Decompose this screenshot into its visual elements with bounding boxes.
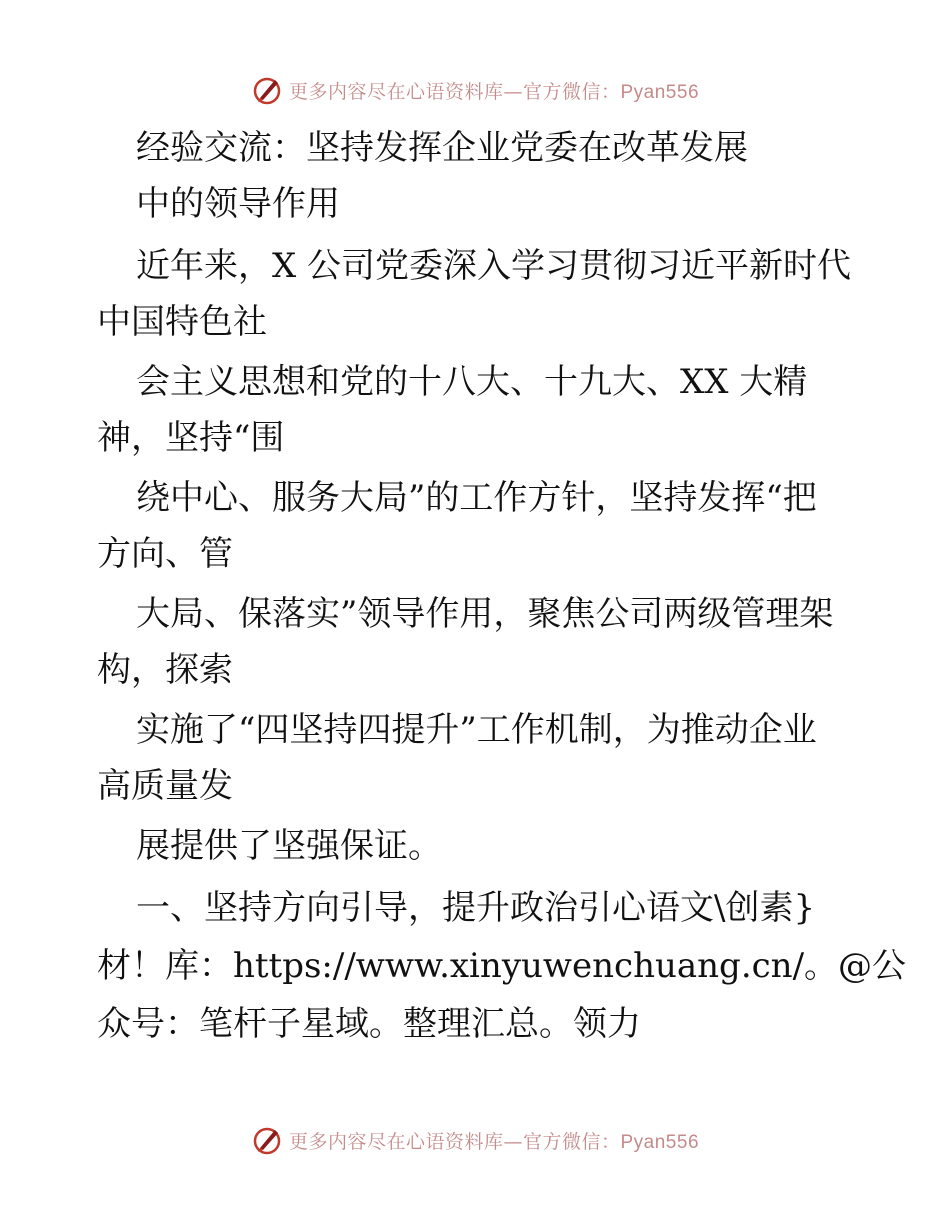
paragraph-line: 材！库：https://www.xinyuwenchuang.cn/。@公 — [97, 946, 907, 986]
paragraph-line: 绕中心、服务大局”的工作方针，坚持发挥“把 — [136, 478, 817, 518]
footer-banner — [0, 1120, 950, 1160]
paragraph-line: 神，坚持“围 — [97, 418, 285, 458]
header-banner — [0, 70, 950, 110]
paragraph-line: 构，探索 — [97, 650, 233, 690]
paragraph-line: 中国特色社 — [97, 302, 267, 342]
footer-wechat-id: Pyan556 — [620, 1131, 700, 1153]
quill-pen-logo-icon — [251, 74, 283, 106]
paragraph-line: 众号：笔杆子星域。整理汇总。领力 — [97, 1004, 641, 1044]
title-line-2: 中的领导作用 — [136, 184, 340, 224]
paragraph-line: 近年来，X 公司党委深入学习贯彻习近平新时代 — [136, 246, 852, 286]
quill-pen-logo-icon — [251, 1124, 283, 1156]
paragraph-line: 会主义思想和党的十八大、十九大、XX 大精 — [136, 362, 808, 402]
paragraph-line: 大局、保落实”领导作用，聚焦公司两级管理架 — [136, 594, 834, 634]
paragraph-line: 展提供了坚强保证。 — [136, 826, 442, 866]
footer-banner-text: 更多内容尽在心语资料库—官方微信：Pyan556 — [288, 1130, 700, 1153]
section-heading-line: 一、坚持方向引导，提升政治引心语文\创素} — [136, 888, 816, 928]
header-banner-text: 更多内容尽在心语资料库—官方微信：Pyan556 — [288, 80, 700, 103]
paragraph-line: 高质量发 — [97, 766, 233, 806]
title-line-1: 经验交流：坚持发挥企业党委在改革发展 — [136, 128, 748, 168]
paragraph-line: 实施了“四坚持四提升”工作机制，为推动企业 — [136, 710, 817, 750]
header-wechat-id: Pyan556 — [620, 81, 700, 103]
paragraph-line: 方向、管 — [97, 534, 233, 574]
